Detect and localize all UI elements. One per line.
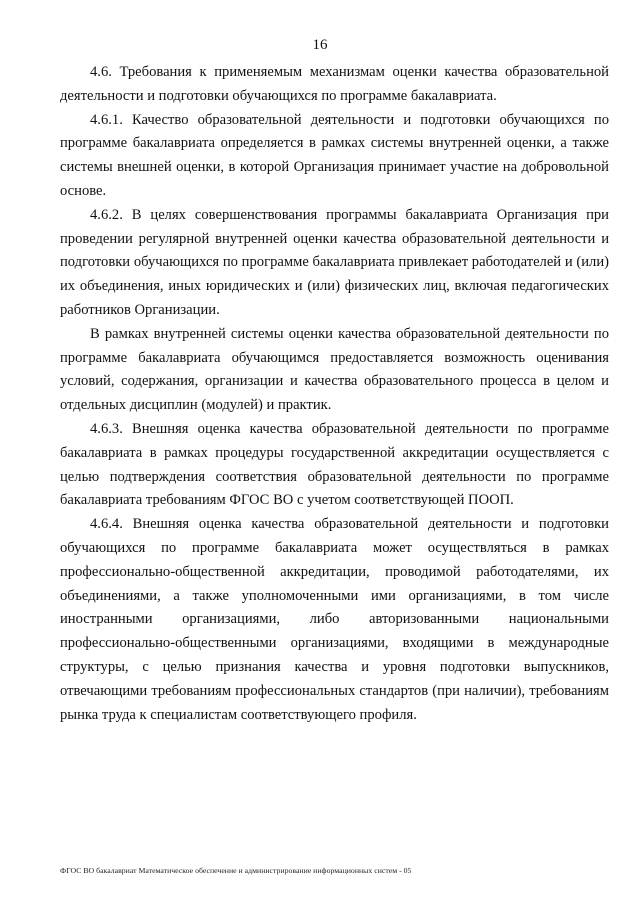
paragraph-4-6-4: 4.6.4. Внешняя оценка качества образовательной деятельности и подготовки обучающихся по программе бакалавриата может осуществляться в рамках профессионально-общественной аккредитации, проводимой работодателями, их объединениями, а также уполномоченными ими организациями, в том числе иностранными организациями, либо авторизованными национальными профессионально-общественными организациями, входящими в международные структуры, с целью признания качества и уровня подготовки выпускников, отвечающими требованиям профессиональных стандартов (при наличии), требованиям рынка труда к специалистам соответствующего профиля.: [60, 516, 609, 723]
paragraph-4-6: 4.6. Требования к применяемым механизмам оценки качества образовательной деятельности и подготовки обучающихся по программе бакалавриата.: [60, 64, 609, 104]
page-number: 16: [312, 37, 328, 53]
document-body: [60, 61, 609, 727]
document-footer: ФГОС ВО бакалавриат Математическое обеспечение и администрирование информационных систем - 05: [60, 866, 412, 875]
paragraph-4-6-2: 4.6.2. В целях совершенствования программы бакалавриата Организация при проведении регулярной внутренней оценки качества образовательной деятельности и подготовки обучающихся по программе бакалавриата привлекает работодателей и (или) их объединения, иных юридических и (или) физических лиц, включая педагогических работников Организации.: [60, 206, 609, 318]
paragraph-4-6-1: 4.6.1. Качество образовательной деятельности и подготовки обучающихся по программе бакалавриата определяется в рамках системы внутренней оценки, а также системы внешней оценки, в которой Организация принимает участие на добровольной основе.: [60, 111, 609, 199]
paragraph-4-6-3: 4.6.3. Внешняя оценка качества образовательной деятельности по программе бакалавриата в рамках процедуры государственной аккредитации осуществляется с целью подтверждения соответствия образовательной деятельности по программе бакалавриата требованиям ФГОС ВО с учетом соответствующей ПООП.: [60, 420, 609, 509]
paragraph-internal-assessment: В рамках внутренней системы оценки качества образовательной деятельности по программе бакалавриата обучающимся предоставляется возможность оценивания условий, содержания, организации и качества образовательного процесса в целом и отдельных дисциплин (модулей) и практик.: [60, 325, 609, 414]
